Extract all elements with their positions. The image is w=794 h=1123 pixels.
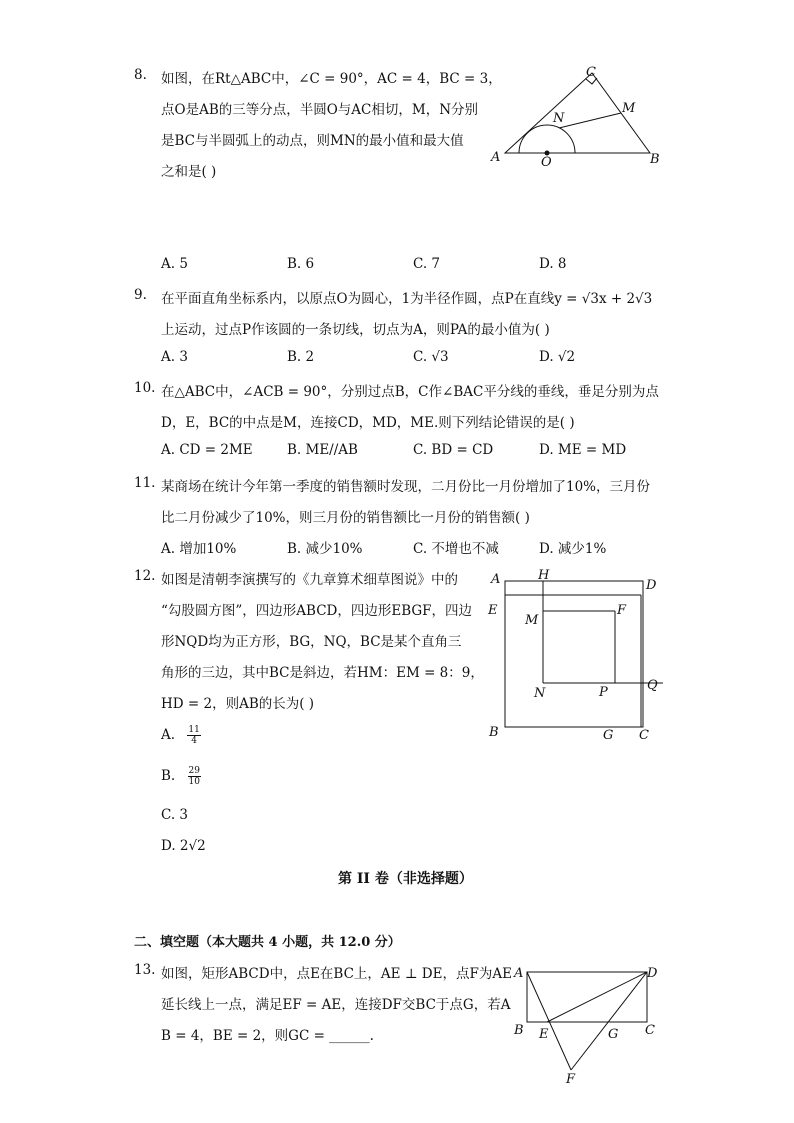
- question-13-figure: [505, 960, 665, 1090]
- figure-8-label-b: B: [650, 152, 660, 167]
- option-b-fraction: [188, 766, 201, 787]
- figure-12-label-g: G: [603, 728, 614, 743]
- question-9-option-d[interactable]: D. √2: [539, 349, 576, 365]
- question-11-option-a[interactable]: A. 增加10%: [161, 541, 237, 557]
- section-2-subtitle: 二、填空题（本大题共 4 小题，共 12.0 分）: [134, 935, 401, 950]
- option-a-fraction: [187, 725, 200, 746]
- question-9-option-b[interactable]: B. 2: [287, 349, 315, 365]
- question-12-option-c[interactable]: C. 3: [161, 807, 189, 823]
- question-12-option-b[interactable]: [161, 766, 201, 787]
- figure-13-label-e: E: [539, 1027, 549, 1042]
- question-12-number: 12.: [134, 568, 156, 584]
- question-10-number: 10.: [134, 380, 156, 396]
- figure-12-label-c: C: [639, 728, 649, 743]
- question-8-line-4: 之和是( ): [161, 164, 217, 180]
- figure-8-label-o: O: [541, 155, 552, 170]
- question-11-option-b[interactable]: B. 减少10%: [287, 541, 363, 557]
- section-2-title: 第 II 卷（非选择题）: [338, 871, 473, 887]
- figure-13-label-d: D: [647, 966, 658, 981]
- figure-12-label-h: H: [538, 568, 550, 583]
- figure-13-label-g: G: [608, 1027, 619, 1042]
- figure-12-label-a: A: [491, 572, 501, 587]
- question-8-option-b[interactable]: B. 6: [287, 256, 315, 272]
- question-13-line-1: 如图，矩形ABCD中，点E在BC上，AE ⊥ DE，点F为AE: [161, 966, 512, 982]
- question-11-line-2: 比二月份减少了10%，则三月份的销售额比一月份的销售额( ): [161, 510, 530, 526]
- question-8-option-d[interactable]: D. 8: [539, 256, 567, 272]
- figure-12-label-p: P: [599, 685, 608, 700]
- question-11-option-c[interactable]: C. 不增也不减: [413, 541, 499, 557]
- question-11-option-d[interactable]: D. 减少1%: [539, 541, 607, 557]
- figure-13-label-c: C: [645, 1023, 655, 1038]
- question-8-number: 8.: [134, 67, 147, 83]
- figure-12-label-f: F: [617, 603, 627, 618]
- figure-8-label-a: A: [491, 150, 501, 165]
- question-12-line-1: 如图是清朝李演撰写的《九章算术细草图说》中的: [161, 572, 458, 588]
- question-8-option-c[interactable]: C. 7: [413, 256, 441, 272]
- question-11-number: 11.: [134, 475, 156, 491]
- question-11-line-1: 某商场在统计今年第一季度的销售额时发现，二月份比一月份增加了10%，三月份: [161, 479, 651, 495]
- question-13-line-2: 延长线上一点，满足EF = AE，连接DF交BC于点G，若A: [161, 997, 511, 1013]
- question-9-option-c[interactable]: C. √3: [413, 349, 449, 365]
- option-a-label: A.: [161, 727, 176, 743]
- question-8-line-2: 点O是AB的三等分点，半圆O与AC相切，M，N分别: [161, 102, 479, 118]
- question-9-line-2: 上运动，过点P作该圆的一条切线，切点为A，则PA的最小值为( ): [161, 322, 550, 338]
- question-8-line-1: 如图，在Rt△ABC中，∠C = 90°，AC = 4，BC = 3，: [161, 71, 502, 87]
- question-9-number: 9.: [134, 287, 147, 303]
- question-12-line-3: 形NQD均为正方形，BG，NQ，BC是某个直角三: [161, 634, 462, 650]
- question-10-option-a[interactable]: A. CD = 2ME: [161, 442, 253, 458]
- figure-8-label-n: N: [553, 111, 565, 126]
- figure-13-label-a: A: [514, 966, 524, 981]
- question-12-option-a[interactable]: [161, 725, 201, 746]
- question-9-option-a[interactable]: A. 3: [161, 349, 188, 365]
- option-b-numerator: 29: [188, 766, 200, 776]
- figure-12-label-n: N: [534, 686, 546, 701]
- option-a-numerator: 11: [188, 725, 200, 735]
- question-9-line-1: 在平面直角坐标系内，以原点O为圆心，1为半径作圆，点P在直线y = √3x + 2√3: [161, 291, 653, 307]
- figure-12-label-b: B: [489, 725, 499, 740]
- figure-13-label-f: F: [566, 1072, 576, 1087]
- question-10-option-b[interactable]: B. ME//AB: [287, 442, 358, 458]
- question-8-figure: [485, 62, 665, 172]
- option-b-denominator: 10: [188, 777, 200, 787]
- figure-8-label-m: M: [622, 101, 636, 116]
- figure-12-label-d: D: [646, 578, 657, 593]
- question-12-line-2: “勾股圆方图”，四边形ABCD，四边形EBGF，四边: [161, 603, 473, 619]
- question-10-option-d[interactable]: D. ME = MD: [539, 442, 627, 458]
- question-8-line-3: 是BC与半圆弧上的动点，则MN的最小值和最大值: [161, 133, 464, 149]
- option-b-label: B.: [161, 768, 176, 784]
- question-10-line-1: 在△ABC中，∠ACB = 90°，分别过点B，C作∠BAC平分线的垂线，垂足分别为点: [161, 384, 659, 400]
- question-8-option-a[interactable]: A. 5: [161, 256, 188, 272]
- figure-8-label-c: C: [586, 65, 596, 80]
- question-12-line-5: HD = 2，则AB的长为( ): [161, 696, 315, 712]
- question-12-option-d[interactable]: D. 2√2: [161, 838, 206, 854]
- question-13-number: 13.: [134, 962, 156, 978]
- question-10-option-c[interactable]: C. BD = CD: [413, 442, 494, 458]
- figure-13-label-b: B: [514, 1023, 524, 1038]
- question-12-line-4: 角形的三边，其中BC是斜边，若HM：EM = 8：9，: [161, 665, 484, 681]
- figure-12-label-q: Q: [647, 678, 658, 693]
- figure-12-label-m: M: [525, 613, 539, 628]
- option-a-denominator: 4: [191, 736, 197, 746]
- question-13-line-3: B = 4，BE = 2，则GC = ______.: [161, 1028, 374, 1044]
- figure-12-label-e: E: [488, 603, 498, 618]
- question-10-line-2: D，E，BC的中点是M，连接CD，MD，ME.则下列结论错误的是( ): [161, 415, 575, 431]
- question-12-figure: [483, 566, 663, 746]
